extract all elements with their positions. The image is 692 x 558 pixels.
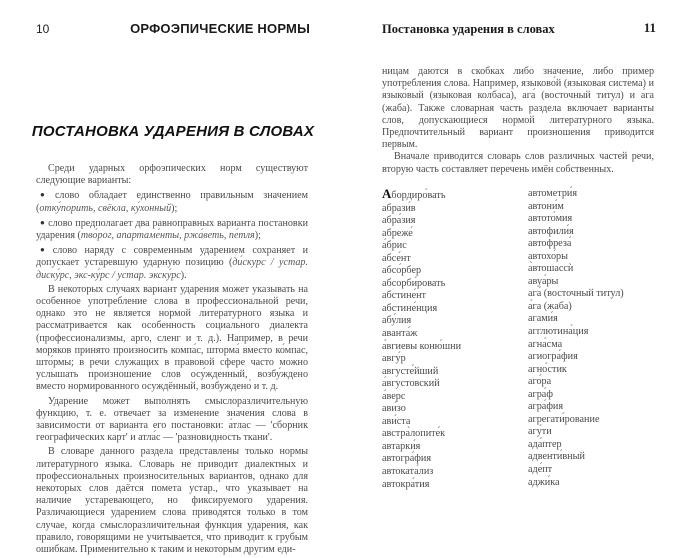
bullet-icon: ● <box>40 190 52 200</box>
entry-word: а́брис <box>382 240 407 252</box>
dictionary-entry: а́га (жаба) <box>528 300 572 312</box>
bullet-item <box>36 244 308 282</box>
dictionary-entry <box>382 391 522 404</box>
dictionary-entry: автохо́ры <box>528 250 568 262</box>
dictionary-entry <box>382 441 522 454</box>
dictionary-entry <box>382 378 522 391</box>
left-body-text <box>36 163 308 558</box>
entry-word: а́верс <box>382 390 406 402</box>
dictionary-entry <box>382 403 522 416</box>
right-page <box>346 0 692 540</box>
dictionary-column-1 <box>382 188 522 491</box>
dictionary-entry: агна́сма <box>528 338 563 350</box>
entry-word: австра̀лопите́к <box>382 428 446 440</box>
dictionary-entry: агглютина́ция <box>528 326 589 338</box>
left-page <box>0 0 346 556</box>
dictionary-entry <box>382 416 522 429</box>
dictionary-entry <box>382 188 522 203</box>
bullet-item <box>36 217 308 242</box>
dictionary-entry <box>382 479 522 492</box>
right-body-text <box>382 66 654 176</box>
entry-word: августе́йший <box>382 365 439 377</box>
dictionary-entry: а̀втошассѝ <box>528 263 574 275</box>
dictionary-entry: агно́стик <box>528 363 567 375</box>
bullet-tail: ); <box>171 202 178 214</box>
dictionary-entry: агу́ти <box>528 426 552 438</box>
entry-word: автоката́лиз <box>382 466 434 478</box>
entry-word: ави́зо <box>382 403 406 415</box>
dictionary-entry: аго́ра <box>528 376 552 388</box>
paragraph: Среди ударных орфоэпических норм существуют следующие варианты: <box>36 163 308 187</box>
section-title: ПОСТАНОВКА УДАРЕНИЯ В СЛОВАХ <box>31 123 315 140</box>
dictionary-entry <box>382 353 522 366</box>
dictionary-entry: адвенти́вный <box>528 451 585 463</box>
entry-word: бордиро́вать <box>391 190 446 201</box>
dictionary-column-2 <box>528 188 678 489</box>
dictionary-entry: агрегати́рование <box>528 413 600 425</box>
dictionary-entry: агиогра́фия <box>528 351 578 363</box>
bullet-text: слово предполагает два равноправных варианта постановки ударения ( <box>36 217 308 242</box>
entry-word: абу́лия <box>382 315 412 327</box>
paragraph: В некоторых случаях вариант ударения может указывать на особенное употребление слова в профессиональной речи, однако это не является нормой литературного языка и рассматривается как особенность социального диалекта (профессионализмы, арго, сленг и т. д.). Например, в речи моряков принято произносить компа́с, шторма́ вместо ко́мпас, што́рмы; в речи служащих в правовой сфере часто можно услышать произношение слов осу́жденный, возбу́ждено вместо нормированного осуждённый, возбуждено́ и т. д. <box>36 283 308 393</box>
dictionary-entry <box>382 453 522 466</box>
paragraph: В словаре данного раздела представлены только нормы литературного языка. Словарь не приводит диалектных и профессиональных произносительных вариантов, однако для некоторых слов даётся помета устар., что указывает на наличие устаревающего, но фиксируемого ударения. Различающиеся ударением слова приводятся только в том случае, когда смыслоразличительная функция ударения, как правило, говорящими не учитывается, что приводит к грубым ошибкам. Применительно к таким и некоторым другим еди- <box>36 446 308 556</box>
example-words: отку́порить, свёкла, ку́хонный <box>39 202 172 214</box>
entry-word: а́вгустовский <box>382 378 440 390</box>
entry-word: ави́ста <box>382 415 411 427</box>
dictionary-entry <box>382 366 522 379</box>
dictionary-entry: ага́ (восточный титул) <box>528 288 624 300</box>
dictionary-entry <box>382 328 522 341</box>
dictionary-entry: аде́пт <box>528 464 553 476</box>
drop-cap: А <box>382 186 392 201</box>
entry-word: а́вгиевы коню́шни <box>382 340 462 352</box>
entry-word: авгу́р <box>382 353 406 365</box>
bullet-icon: ● <box>40 245 50 255</box>
dictionary-entry <box>382 240 522 253</box>
example-words: ди́скурс / устар. диску́рс, экс-ку́рс / устар. экску́рс <box>36 257 308 281</box>
entry-word: абрази́в <box>382 202 416 214</box>
dictionary-entry <box>382 303 522 316</box>
bullet-tail: ); <box>254 230 261 242</box>
entry-word: абсе́нт <box>382 252 411 264</box>
dictionary-entry: ада́птер <box>528 438 562 450</box>
running-head-right: Постановка ударения в словах <box>382 22 555 36</box>
dictionary-entry <box>382 315 522 328</box>
running-head-left: ОРФОЭПИЧЕСКИЕ НОРМЫ <box>130 21 310 36</box>
paragraph: ницам даются в скобках либо значение, либо пример употребления слова. Например, языково́й (языковая система) и языко́вый (языковая колбаса), ага́ (восточный титул) и а́га (жаба). Также словарная часть раздела включает варианты слов, допускающиеся нормой литературного языка. Предпочтительный вариант произношения приводится первым. <box>382 66 654 151</box>
dictionary-entry <box>382 428 522 441</box>
bullet-tail: ). <box>180 269 187 281</box>
example-words: тво́рог, апартаме́нты, ржа́веть, пе́тля <box>80 230 255 242</box>
entry-word: абсорби́ровать <box>382 277 446 289</box>
dictionary-entry <box>382 203 522 216</box>
bullet-text: слово обладает единственно правильным значением ( <box>36 190 308 214</box>
dictionary-entry <box>382 253 522 266</box>
dictionary-entry: аджи́ка <box>528 476 560 488</box>
dictionary-entry: агра́фия <box>528 401 564 413</box>
dictionary-entry <box>382 341 522 354</box>
dictionary-entry: автофреза́ <box>528 238 572 250</box>
bullet-item <box>36 189 308 214</box>
entry-word: автокра́тия <box>382 478 430 490</box>
entry-word: автогра́фия <box>382 453 432 465</box>
dictionary-entry: агра́ф <box>528 388 553 400</box>
entry-word: автарки́я <box>382 440 421 452</box>
entry-word: аванта́ж <box>382 328 418 340</box>
bullet-icon: ● <box>40 217 46 227</box>
dictionary-entry <box>382 228 522 241</box>
dictionary-entry <box>382 265 522 278</box>
entry-word: абра́зия <box>382 215 416 227</box>
dictionary-entry <box>382 290 522 303</box>
dictionary-entry: автони́м <box>528 200 564 212</box>
entry-word: абстине́нт <box>382 290 427 302</box>
entry-word: абсо́рбер <box>382 265 422 277</box>
dictionary-entry: автометри́я <box>528 188 578 199</box>
page-number-left: 10 <box>36 22 50 36</box>
dictionary-entry: автофили́я <box>528 225 574 237</box>
entry-word: абстине́нция <box>382 302 438 314</box>
bullet-text: слово наряду с современным ударением сохраняет и допускает устаревшую ударную позицию ( <box>36 245 308 269</box>
dictionary-entry: автото́мия <box>528 213 573 225</box>
paragraph: Ударение может выполнять смыслоразличительную функцию, т. е. отвечает за изменение значения слова в зависимости от варианта его постановки: а́тлас — 'сборник географических карт' и атла́с — 'разновидность ткани'. <box>36 395 308 444</box>
page-number-right: 11 <box>643 20 656 35</box>
dictionary-entry <box>382 215 522 228</box>
dictionary-entry <box>382 466 522 479</box>
dictionary-entry <box>382 278 522 291</box>
paragraph: Вначале приводится словарь слов различных частей речи, вторую часть составляет перечень имён собственных. <box>382 151 654 175</box>
entry-word: абреже́ <box>382 227 413 239</box>
dictionary-entry: авуа́ры <box>528 275 559 287</box>
dictionary-entry: агами́я <box>528 313 558 325</box>
